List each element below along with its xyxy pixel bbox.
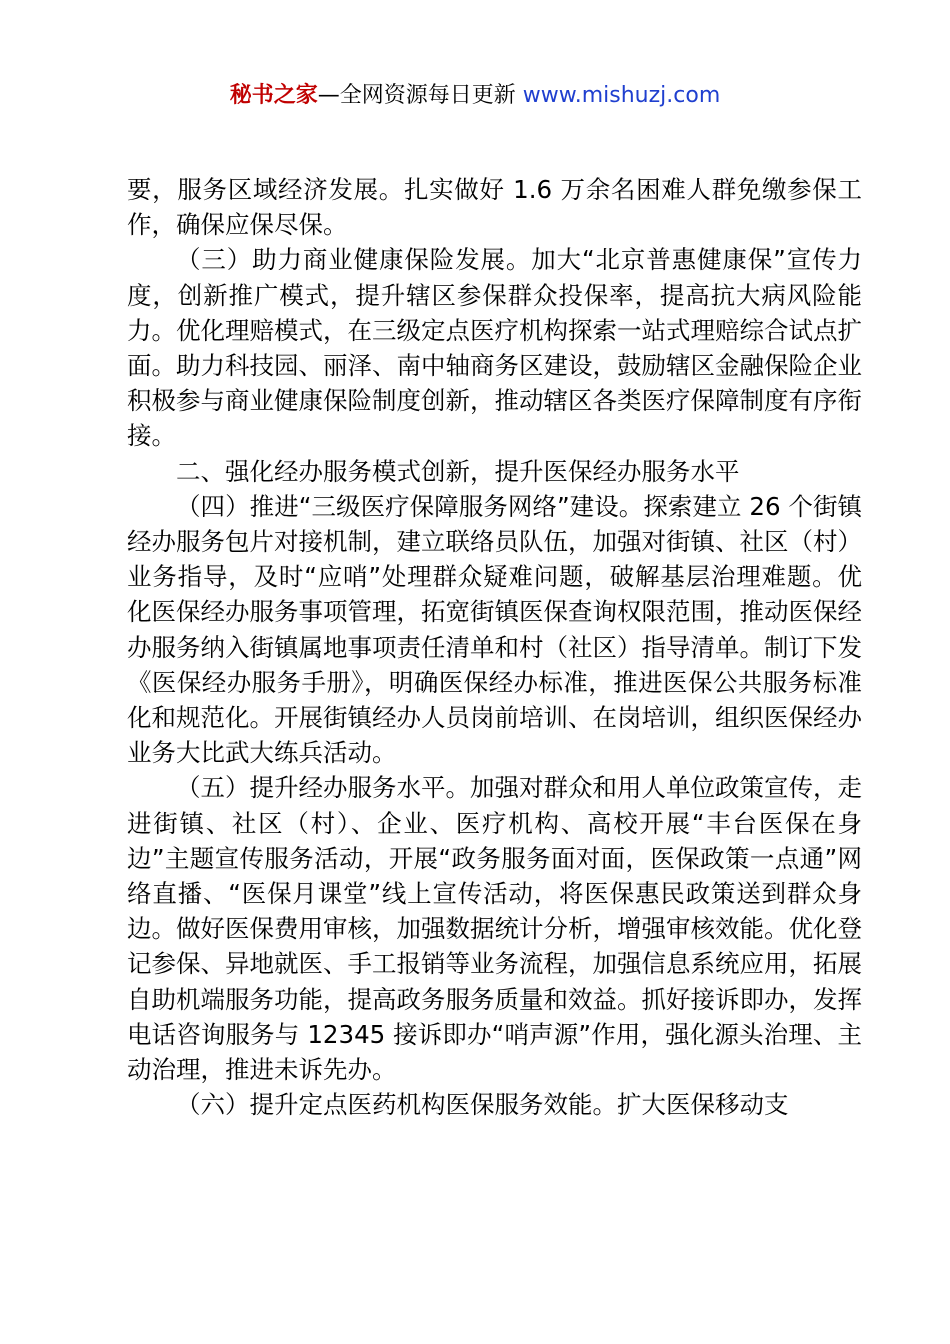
- paragraph-continuation: 要，服务区域经济发展。扎实做好 1.6 万余名困难人群免缴参保工作，确保应保尽保。: [127, 175, 862, 240]
- paragraph-section-3: （三）助力商业健康保险发展。加大“北京普惠健康保”宣传力度，创新推广模式，提升辖区参保群众投保率，提高抗大病风险能力。优化理赔模式，在三级定点医疗机构探索一站式理赔综合试点扩面。助力科技园、丽泽、南中轴商务区建设，鼓励辖区金融保险企业积极参与商业健康保险制度创新，推动辖区各类医疗保障制度有序衔接。: [127, 245, 862, 451]
- header-slogan: —全网资源每日更新: [317, 83, 523, 108]
- section-heading-2: 二、强化经办服务模式创新，提升医保经办服务水平: [176, 456, 740, 486]
- page-header: [0, 80, 950, 112]
- site-url[interactable]: www.mishuzj.com: [522, 83, 721, 108]
- brand-name: 秘书之家: [229, 83, 318, 108]
- paragraph-section-5: （五）提升经办服务水平。加强对群众和用人单位政策宣传，走进街镇、社区（村）、企业、医疗机构、高校开展“丰台医保在身边”主题宣传服务活动，开展“政务服务面对面，医保政策一点通”网络直播、“医保月课堂”线上宣传活动，将医保惠民政策送到群众身边。做好医保费用审核，加强数据统计分析，增强审核效能。优化登记参保、异地就医、手工报销等业务流程，加强信息系统应用，拓展自助机端服务功能，提高政务服务质量和效益。抓好接诉即办，发挥电话咨询服务与 12345 接诉即办“哨声源”作用，强化源头治理、主动治理，推进未诉先办。: [127, 773, 862, 1085]
- paragraph-section-4: （四）推进“三级医疗保障服务网络”建设。探索建立 26 个街镇经办服务包片对接机制，建立联络员队伍，加强对街镇、社区（村）业务指导，及时“应哨”处理群众疑难问题，破解基层治理难题。优化医保经办服务事项管理，拓宽街镇医保查询权限范围，推动医保经办服务纳入街镇属地事项责任清单和村（社区）指导清单。制订下发《医保经办服务手册》，明确医保经办标准，推进医保公共服务标准化和规范化。开展街镇经办人员岗前培训、在岗培训，组织医保经办业务大比武大练兵活动。: [127, 491, 862, 768]
- paragraph-section-6: （六）提升定点医药机构医保服务效能。扩大医保移动支: [176, 1090, 789, 1120]
- document-body: [127, 172, 862, 1122]
